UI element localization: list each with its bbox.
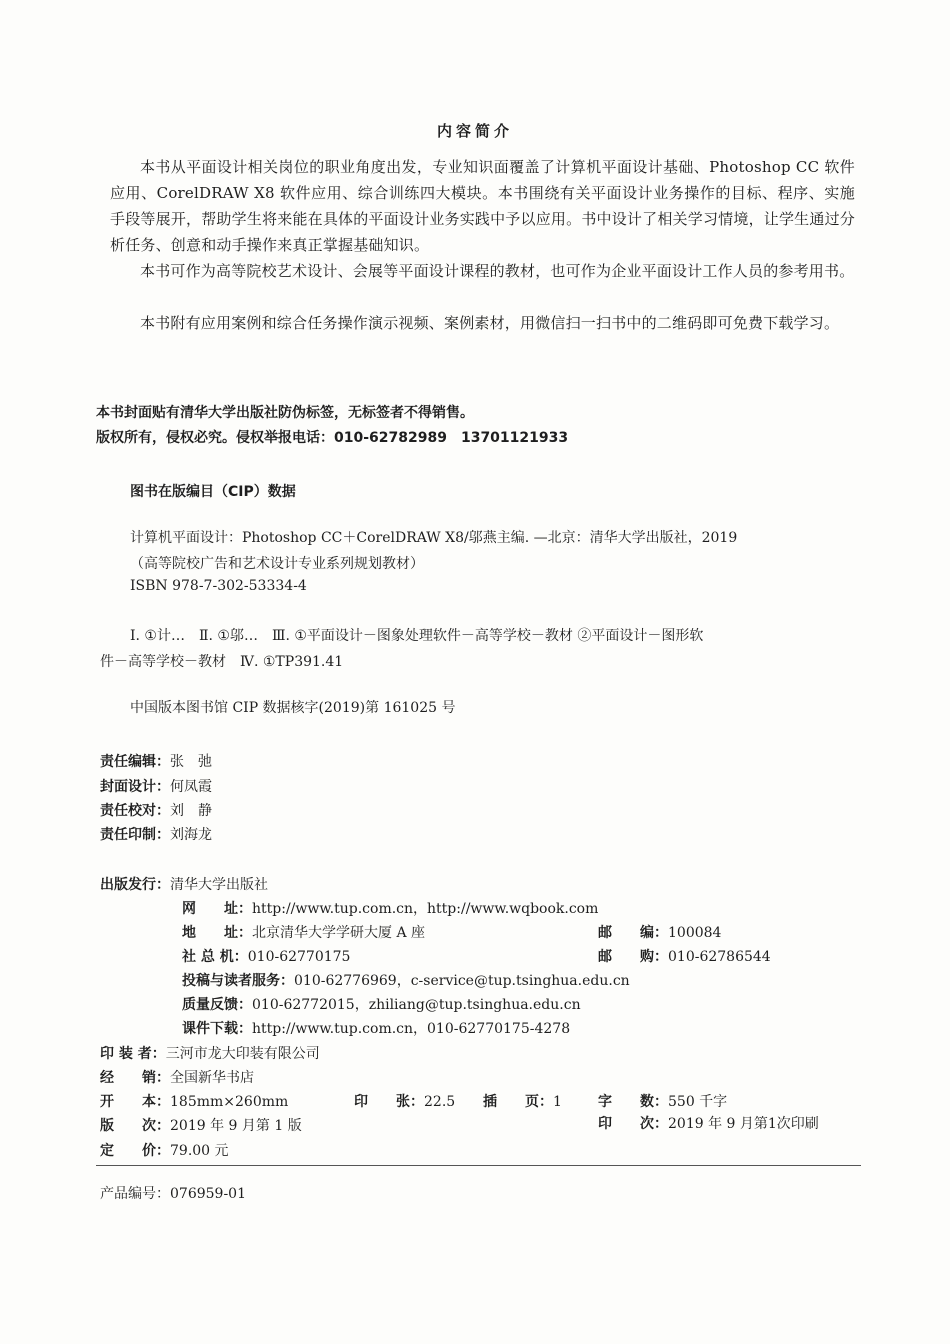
product-number-line [100, 1183, 246, 1203]
publisher-line [100, 874, 268, 894]
edition-label: 版 次： [100, 1118, 170, 1134]
address-value: 北京清华大学学研大厦 A 座 [252, 925, 426, 941]
staff-cover-value: 何凤霞 [170, 779, 212, 795]
switchboard-value: 010-62770175 [247, 949, 351, 965]
divider [96, 1165, 861, 1166]
edition-line [100, 1115, 302, 1135]
zip-value: 100084 [668, 925, 722, 941]
contribution-value: 010-62776969，c-service@tup.tsinghua.edu.cn [294, 973, 630, 989]
courseware-label: 课件下载： [182, 1021, 252, 1037]
publisher-mail-order [598, 946, 771, 966]
publisher-web [182, 898, 598, 918]
publisher-label: 出版发行： [100, 877, 170, 893]
intro-title: 内容简介 [436, 122, 513, 140]
sheets-line [354, 1091, 455, 1111]
staff-printing [100, 824, 212, 844]
cip-isbn: ISBN 978-7-302-53334-4 [130, 578, 307, 594]
sheets-label: 印 张： [354, 1094, 424, 1110]
printer-label: 印 装 者： [100, 1046, 166, 1062]
intro-paragraph-3: 本书附有应用案例和综合任务操作演示视频、案例素材，用微信扫一扫书中的二维码即可免费下载学习。 [140, 314, 840, 332]
publisher-address [182, 922, 425, 942]
word-count-label: 字 数： [598, 1094, 668, 1110]
sheets-value: 22.5 [424, 1094, 456, 1110]
product-number-label: 产品编号： [100, 1186, 170, 1202]
product-number-value: 076959-01 [170, 1186, 246, 1202]
staff-cover-label: 封面设计： [100, 779, 170, 795]
address-label: 地 址： [182, 925, 252, 941]
cip-heading: 图书在版编目（CIP）数据 [130, 484, 296, 500]
quality-label: 质量反馈： [182, 997, 252, 1013]
plates-value: 1 [553, 1094, 562, 1110]
web-label: 网 址： [182, 901, 252, 917]
publisher-zip [598, 922, 721, 942]
cip-classification-line-1: Ⅰ. ①计… Ⅱ. ①邬… Ⅲ. ①平面设计－图象处理软件－高等学校－教材 ②平面设计－图形软 [130, 628, 704, 644]
word-count-line [598, 1091, 727, 1111]
publisher-quality-feedback [182, 994, 581, 1014]
printing-label: 印 次： [598, 1116, 668, 1132]
word-count-value: 550 千字 [668, 1094, 728, 1110]
cip-series-line: （高等院校广告和艺术设计专业系列规划教材） [130, 556, 424, 572]
printer-value: 三河市龙大印装有限公司 [165, 1046, 320, 1062]
intro-paragraph-2: 本书可作为高等院校艺术设计、会展等平面设计课程的教材，也可作为企业平面设计工作人员的参考用书。 [140, 262, 855, 280]
format-value: 185mm×260mm [170, 1094, 289, 1110]
printing-line [598, 1113, 819, 1133]
plates-line [483, 1091, 562, 1111]
contribution-label: 投稿与读者服务： [182, 973, 294, 989]
mail-order-label: 邮 购： [598, 949, 668, 965]
publisher-switchboard [182, 946, 350, 966]
staff-editor [100, 751, 212, 771]
publisher-value: 清华大学出版社 [170, 877, 268, 893]
format-label: 开 本： [100, 1094, 170, 1110]
printer-line [100, 1043, 320, 1063]
distributor-label: 经 销： [100, 1070, 170, 1086]
switchboard-label: 社 总 机： [182, 949, 248, 965]
price-label: 定 价： [100, 1143, 170, 1159]
staff-printing-label: 责任印制： [100, 827, 170, 843]
publisher-courseware [182, 1018, 570, 1038]
staff-printing-value: 刘海龙 [170, 827, 212, 843]
format-line [100, 1091, 288, 1111]
courseware-value: http://www.tup.com.cn，010-62770175-4278 [252, 1021, 571, 1037]
cip-title-line: 计算机平面设计：Photoshop CC＋CorelDRAW X8/邬燕主编. —北京：清华大学出版社，2019 [130, 530, 738, 546]
printing-value: 2019 年 9 月第1次印刷 [668, 1116, 819, 1132]
cip-classification-line-2: 件－高等学校－教材 Ⅳ. ①TP391.41 [100, 654, 344, 670]
cip-library-number: 中国版本图书馆 CIP 数据核字(2019)第 161025 号 [130, 700, 456, 716]
copyright-notice: 版权所有，侵权必究。侵权举报电话：010-62782989 13701121933 [96, 430, 569, 446]
intro-paragraph-1: 本书从平面设计相关岗位的职业角度出发，专业知识面覆盖了计算机平面设计基础、Photoshop CC 软件应用、CorelDRAW X8 软件应用、综合训练四大模块。本书围绕有关平面设计业务操作的目标、程序、实施手段等展开，帮助学生将来能在具体的平面设计业务实践中予以应用。书中设计了相关学习情境，让学生通过分析任务、创意和动手操作来真正掌握基础知识。 [110, 158, 855, 254]
price-line [100, 1140, 229, 1160]
price-value: 79.00 元 [170, 1143, 229, 1159]
staff-proofreader [100, 800, 212, 820]
edition-value: 2019 年 9 月第 1 版 [170, 1118, 302, 1134]
zip-label: 邮 编： [598, 925, 668, 941]
distributor-line [100, 1067, 254, 1087]
staff-editor-value: 张 弛 [170, 754, 212, 770]
plates-label: 插 页： [483, 1094, 553, 1110]
web-value: http://www.tup.com.cn，http://www.wqbook.com [252, 901, 599, 917]
quality-value: 010-62772015，zhiliang@tup.tsinghua.edu.cn [252, 997, 581, 1013]
mail-order-value: 010-62786544 [668, 949, 771, 965]
distributor-value: 全国新华书店 [170, 1070, 254, 1086]
staff-cover-design [100, 776, 212, 796]
staff-proof-value: 刘 静 [170, 803, 212, 819]
anti-counterfeit-notice: 本书封面贴有清华大学出版社防伪标签，无标签者不得销售。 [96, 405, 474, 421]
publisher-contribution [182, 970, 630, 990]
staff-editor-label: 责任编辑： [100, 754, 170, 770]
staff-proof-label: 责任校对： [100, 803, 170, 819]
